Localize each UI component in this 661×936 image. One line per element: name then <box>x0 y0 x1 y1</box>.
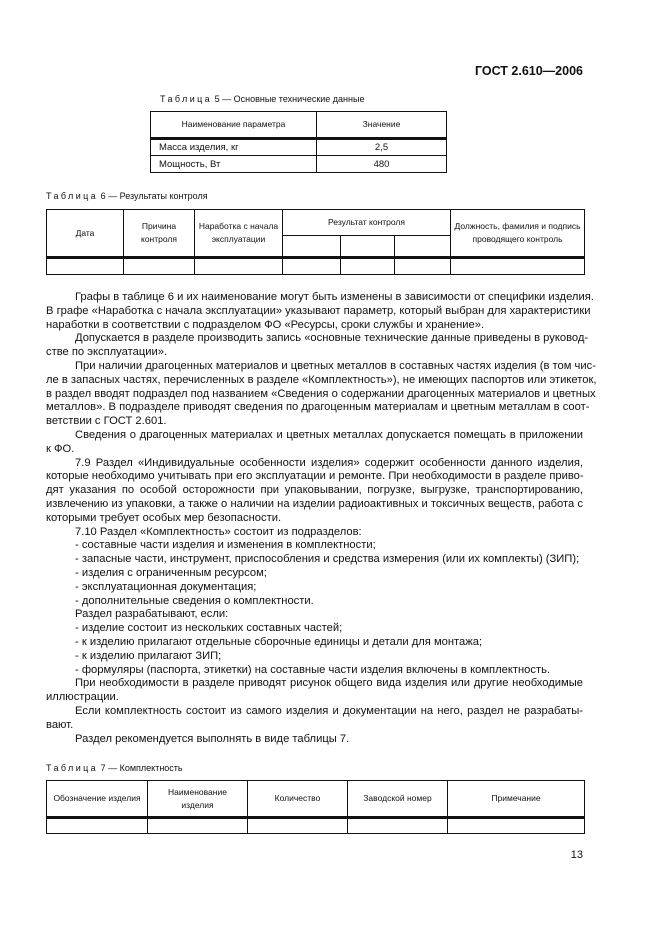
paragraph <box>46 595 583 609</box>
param-cell: Масса изделия, кг <box>151 139 317 156</box>
table6-caption <box>46 191 208 201</box>
subheader-cell <box>283 236 341 258</box>
caption-title: 6 — Результаты контроля <box>98 191 208 201</box>
empty-cell <box>448 818 585 834</box>
paragraph <box>46 567 583 581</box>
text-line: - запасные части, инструмент, приспособления и средства измерения (или их комплекты) (ЗИП); <box>75 553 580 566</box>
document-code: ГОСТ 2.610—2006 <box>474 64 583 78</box>
table-row <box>151 139 447 156</box>
empty-cell <box>195 258 283 275</box>
table-5 <box>150 111 447 173</box>
header-cell: Наработка с начала эксплуатации <box>195 210 283 258</box>
paragraph <box>46 553 583 567</box>
header-cell: Заводской номер <box>348 781 448 818</box>
empty-cell <box>395 258 451 275</box>
header-cell: Результат контроля <box>283 210 451 236</box>
header-cell: Дата <box>47 210 124 258</box>
value-cell: 480 <box>317 156 447 173</box>
text-line: Раздел рекомендуется выполнять в виде таблицы 7. <box>75 732 350 745</box>
paragraph <box>46 677 583 705</box>
caption-word: Таблица <box>46 763 99 773</box>
empty-cell <box>283 258 341 275</box>
text-line: стве по эксплуатации». <box>46 346 168 359</box>
paragraph <box>46 457 583 526</box>
text-line: - изделия с ограниченным ресурсом; <box>75 566 267 579</box>
text-line: Раздел разрабатывают, если: <box>75 608 229 621</box>
text-line: 7.10 Раздел «Комплектность» состоит из подразделов: <box>75 525 362 538</box>
page-number: 13 <box>570 849 583 861</box>
header-cell: Наименование параметра <box>151 112 317 139</box>
text-line: которые необходимо учитывать при его эксплуатации и ремонте. При необходимости в разделе приво- <box>46 470 584 483</box>
text-line: В графе «Наработка с начала эксплуатации» указывают параметр, который выбран для характеристики <box>46 304 591 317</box>
text-line: вают. <box>46 718 74 731</box>
header-cell: Значение <box>317 112 447 139</box>
empty-cell <box>248 818 348 834</box>
table-row <box>151 156 447 173</box>
param-cell: Мощность, Вт <box>151 156 317 173</box>
empty-cell <box>47 258 124 275</box>
empty-cell <box>451 258 585 275</box>
table5-caption <box>160 94 364 104</box>
subheader-cell <box>395 236 451 258</box>
text-line: Если комплектность состоит из самого изделия и документации на него, раздел не разрабаты- <box>75 704 583 717</box>
text-line: При наличии драгоценных материалов и цветных металлов в составных частях изделия (в том чис- <box>75 359 596 372</box>
text-line: При необходимости в разделе приводят рисунок общего вида изделия или другие необходимые <box>75 677 583 690</box>
body-text <box>46 291 597 746</box>
text-line: Допускается в разделе производить запись «основные технические данные приведены в руковод- <box>75 332 589 345</box>
text-line: к ФО. <box>46 442 75 455</box>
empty-cell <box>341 258 395 275</box>
paragraph <box>46 608 583 622</box>
empty-cell <box>348 818 448 834</box>
paragraph <box>46 429 583 457</box>
paragraph <box>46 705 583 733</box>
paragraph <box>46 359 597 429</box>
text-line: которыми требует особых мер безопасности. <box>46 511 282 524</box>
text-line: - к изделию прилагают отдельные сборочные единицы и детали для монтажа; <box>75 635 483 648</box>
paragraph <box>46 332 589 360</box>
text-line: извлечению из упаковки, а также о наличии на изделии радиоактивных и токсичных веществ, работа с <box>46 497 583 510</box>
caption-title: 5 — Основные технические данные <box>212 94 365 104</box>
empty-cell <box>47 818 148 834</box>
text-line: - формуляры (паспорта, этикетки) на составные части изделия включены в комплектность. <box>75 663 551 676</box>
text-line: в раздел вводят подраздел под названием «Сведения о содержании драгоценных материалов и цветных <box>46 387 596 400</box>
text-line: ле в запасных частях, перечисленных в разделе «Комплектность»), не имеющих паспортов или этикеток, <box>46 373 597 386</box>
text-line: - составные части изделия и изменения в комплектности; <box>75 539 376 552</box>
subheader-cell <box>341 236 395 258</box>
text-line: ветствии с ГОСТ 2.601. <box>46 415 167 428</box>
text-line: 7.9 Раздел «Индивидуальные особенности изделия» содержит особенности данного изделия, <box>75 456 583 469</box>
caption-word: Таблица <box>46 191 99 201</box>
value-cell: 2,5 <box>317 139 447 156</box>
text-line: Сведения о драгоценных материалах и цветных металлах допускается помещать в приложении <box>75 428 583 441</box>
text-line: дят указания по особой осторожности при упаковывании, погрузке, выгрузке, транспортированию, <box>46 484 583 497</box>
table-row <box>47 818 585 834</box>
paragraph <box>46 581 583 595</box>
paragraph <box>46 291 594 332</box>
header-cell: Обозначение изделия <box>47 781 148 818</box>
table-7 <box>46 780 585 834</box>
paragraph <box>46 650 583 664</box>
text-line: - эксплуатационная документация; <box>75 580 257 593</box>
paragraph <box>46 664 583 678</box>
paragraph <box>46 622 583 636</box>
empty-cell <box>124 258 195 275</box>
caption-title: 7 — Комплектность <box>98 763 183 773</box>
text-line: иллюстрации. <box>46 691 119 704</box>
text-line: наработки в соответствии с подразделом ФО «Ресурсы, сроки службы и хранение». <box>46 318 485 331</box>
paragraph <box>46 733 583 747</box>
paragraph <box>46 539 583 553</box>
header-cell: Должность, фамилия и подпись проводящего контроль <box>451 210 585 258</box>
table-6 <box>46 209 585 275</box>
table7-caption <box>46 763 183 773</box>
header-cell: Наименование изделия <box>148 781 248 818</box>
text-line: металлов». В подразделе приводят сведения по драгоценным материалам и цветным металлам в соот- <box>46 401 590 414</box>
text-line: - дополнительные сведения о комплектности. <box>75 594 314 607</box>
paragraph <box>46 526 583 540</box>
text-line: - изделие состоит из нескольких составных частей; <box>75 622 343 635</box>
table-row <box>47 258 585 275</box>
paragraph <box>46 636 583 650</box>
caption-word: Таблица <box>160 94 213 104</box>
empty-cell <box>148 818 248 834</box>
text-line: Графы в таблице 6 и их наименование могут быть изменены в зависимости от специфики изделия. <box>75 291 594 303</box>
header-cell: Примечание <box>448 781 585 818</box>
header-cell: Количество <box>248 781 348 818</box>
header-cell: Причина контроля <box>124 210 195 258</box>
text-line: - к изделию прилагают ЗИП; <box>75 649 222 662</box>
